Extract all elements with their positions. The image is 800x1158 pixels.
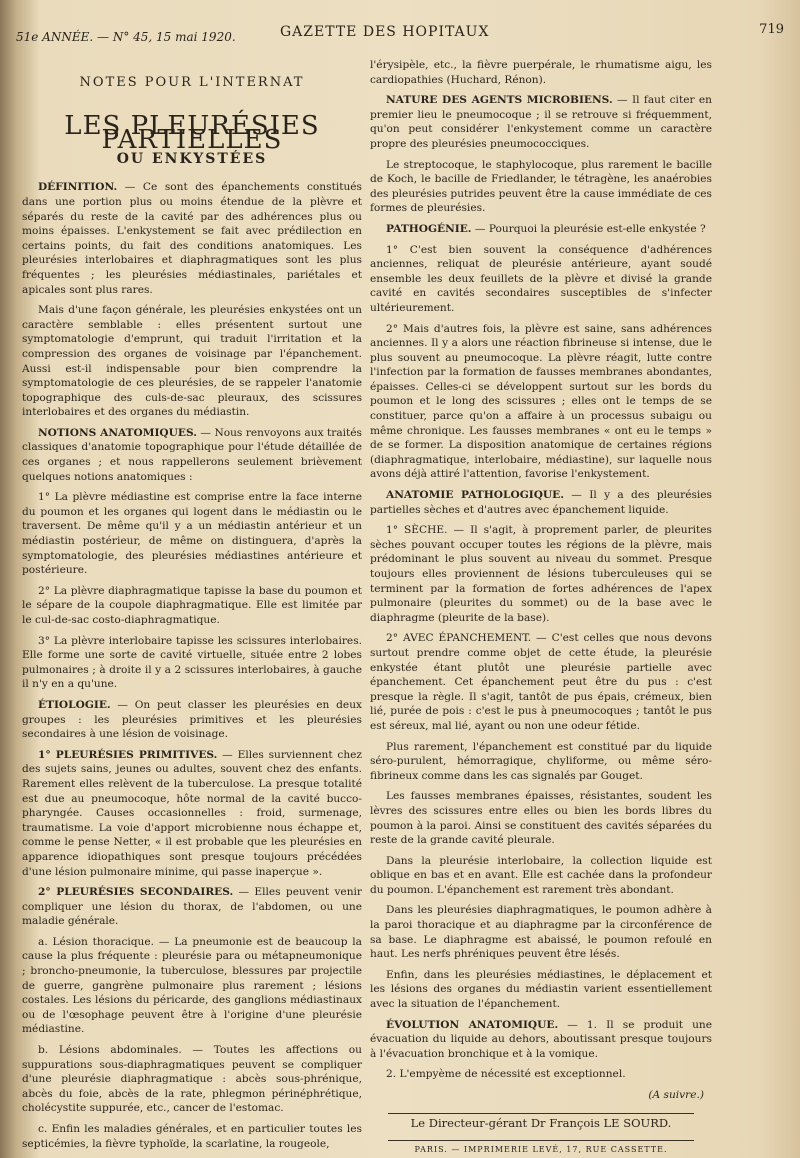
section-head: PATHOGÉNIE. [386,222,472,235]
article-subtitle: OU ENKYSTÉES [116,150,268,167]
paragraph-text: — 1. Il se produit une évacuation du liquide au dehors, aboutissant presque toujours à l'évacuation bronchique et à la vomique. [370,1018,713,1060]
paragraph: Dans la pleurésie interlobaire, la collection liquide est oblique en bas et en avant. Elle est cachée dans la profondeur du poumon. L'épanchement est rarement très abondant. [370,854,712,896]
left-column [22,70,362,1157]
section-head: ÉTIOLOGIE. [38,698,111,711]
paragraph [22,885,362,929]
paragraph: b. Lésions abdominales. — Toutes les affections ou suppurations sous-diaphragmatiques peuvent se compliquer d'une pleurésie diaphragmatique : abcès sous-phrénique, abcès du foie, abcès de la rate, phlegmon périnéphrétique, cholécystite suppurée, etc., cancer de l'estomac. [22,1044,362,1115]
paragraph: Le streptocoque, le staphylocoque, plus rarement le bacille de Koch, le bacille de Friedlander, le tétragène, les anaérobies des pleurésies putrides peuvent être la cause immédiate de ces formes de pleurésies. [370,158,712,215]
page-header [12,22,786,44]
paragraph: 1° SÈCHE. — Il s'agit, à proprement parler, de pleurites sèches pouvant occuper toutes les régions de la plèvre, mais prédominant le plus souvent au niveau du sommet. Presque toujours elles proviennent de lésions tuberculeuses qui se terminent par la formation de fortes adhérences de l'apex pulmonaire (pleurites du sommet) ou de la base avec le diaphragme (pleurite de la base). [370,524,712,624]
section-head: NATURE DES AGENTS MICROBIENS. [386,94,613,107]
issue-line: 51e ANNÉE. — N° 45, 15 mai 1920. [16,30,236,44]
paragraph: Dans les pleurésies diaphragmatiques, le poumon adhère à la paroi thoracique et au diaphragme par la circonférence de sa base. Le diaphragme est abaissé, le poumon refoulé en haut. Les nerfs phréniques peuvent être lésés. [370,904,712,961]
paragraph: 1° C'est bien souvent la conséquence d'adhérences anciennes, reliquat de pleurésie antérieure, ayant soudé ensemble les deux feuillets de la plèvre et divisé la grande cavité en cavités secondaires susceptibles de s'infecter ultérieurement. [370,243,712,314]
paragraph-text: — Pourquoi la pleurésie est-elle enkystée ? [471,222,706,235]
paragraph [370,222,712,237]
paragraph-text: — Elles peuvent venir compliquer une lésion du thorax, de l'abdomen, ou une maladie générale. [22,886,362,928]
section-head: 2° PLEURÉSIES SECONDAIRES. [38,886,234,899]
page-number: 719 [759,22,784,37]
paragraph: Mais d'une façon générale, les pleurésies enkystées ont un caractère semblable : elles présentent surtout une symptomatologie d'emprunt, qui traduit l'irritation et la compression des organes de voisinage par l'épanchement. Aussi est-il indispensable pour bien comprendre la symptomatologie de ces pleurésies, de se rappeler l'anatomie topographique des culs-de-sac pleuraux, des scissures interlobaires et des organes du médiastin. [22,304,362,419]
divider [388,1113,694,1114]
paragraph-text: — Nous renvoyons aux traités classiques d'anatomie topographique pour l'étude détaillée de ces organes ; et nous rappellerons seulement brièvement quelques notions anatomiques : [22,426,362,483]
paragraph [22,698,362,742]
paragraph: a. Lésion thoracique. — La pneumonie est de beaucoup la cause la plus fréquente : pleurésie para ou métapneumonique ; broncho-pneumonie, la tuberculose, blessures par projectile de guerre, gangrène pulmonaire plus rarement ; lésions costales. Les lésions du péricarde, des ganglions médiastinaux ou de l'œsophage peuvent être à l'origine d'une pleurésie médiastine. [22,935,362,1036]
paragraph: 2° La plèvre diaphragmatique tapisse la base du poumon et le sépare de la coupole diaphragmatique. Elle est limitée par le cul-de-sac costo-diaphragmatique. [22,584,362,626]
paragraph-text: — Il faut citer en premier lieu le pneumocoque ; il se retrouve si fréquemment, qu'on peut considérer l'enkystement comme un caractère propre des pleurésies pneumococciques. [370,94,713,150]
paragraph: 2° AVEC ÉPANCHEMENT. — C'est celles que nous devons surtout prendre comme objet de cette étude, la pleurésie enkystée étant plutôt une pleurésie partielle avec épanchement. Cet épanchement peut être du pus : c'est presque la règle. Il s'agit, tantôt de pus épais, crémeux, bien lié, purée de pois : c'est le pus à pneumocoques ; tantôt le pus est séreux, mal lié, ayant ou non une odeur fétide. [370,632,712,732]
paragraph: Enfin, dans les pleurésies médiastines, le déplacement et les lésions des organes du médiastin varient essentiellement avec la situation de l'épanchement. [370,968,712,1011]
section-head: DÉFINITION. [38,181,118,194]
right-column [370,58,712,1158]
paragraph [370,488,712,517]
paragraph-text: — On peut classer les pleurésies en deux groupes : les pleurésies primitives et les pleurésies secondaires à une lésion de voisinage. [22,698,362,741]
article-title: LES PLEURÉSIES PARTIELLES [64,110,320,156]
paragraph: 1° La plèvre médiastine est comprise entre la face interne du poumon et les organes qui logent dans le médiastin ou le traversent. De même qu'il y a un médiastin antérieur et un médiastin postérieur, de même on distinguera, d'après la symptomatologie, des pleurésies médiastines antérieure et postérieure. [22,491,362,577]
paragraph: 2° Mais d'autres fois, la plèvre est saine, sans adhérences anciennes. Il y a alors une réaction fibrineuse si intense, due le plus souvent au pneumocoque. La plèvre réagit, lutte contre l'infection par la formation de fausses membranes abondantes, épaisses. Celles-ci se développent surtout sur les bords du poumon et le long des scissures ; elles ont le temps de se constituer, parce qu'on a affaire à un processus subaigu ou même chronique. Les fausses membranes « ont eu le temps » de se former. La disposition anatomique de certaines régions (diaphragmatique, interlobaire, médiastine), sur laquelle nous avons déjà attiré l'attention, favorise l'enkystement. [370,322,712,481]
paragraph [370,93,712,151]
paragraph: Plus rarement, l'épanchement est constitué par du liquide séro-purulent, hémorragique, chyliforme, ou même séro-fibrineux comme dans les cas signalés par Gouget. [370,740,712,782]
paragraph: 2. L'empyème de nécessité est exceptionnel. [386,1068,626,1081]
paragraph: 3° La plèvre interlobaire tapisse les scissures interlobaires. Elle forme une sorte de cavité virtuelle, située entre 2 lobes pulmonaires ; à droite il y a 2 scissures interlobaires, à gauche il n'y en a qu'une. [22,634,362,691]
paragraph [22,180,362,297]
section-head: ÉVOLUTION ANATOMIQUE. [386,1018,559,1031]
paragraph-text: — Il y a des pleurésies partielles sèches et d'autres avec épanchement liquide. [370,489,712,516]
paragraph [370,1018,712,1062]
printer-line: PARIS. — IMPRIMERIE LEVÉ, 17, RUE CASSETTE. [414,1145,668,1155]
section-head: ANATOMIE PATHOLOGIQUE. [386,489,564,502]
section-head: 1° PLEURÉSIES PRIMITIVES. [38,748,218,761]
paragraph-text: — Elles surviennent chez des sujets sains, jeunes ou adultes, souvent chez des enfants. Rarement elles relèvent de la tuberculose. La presque totalité est due au pneumocoque, hôte normal de la cavité bucco-pharyngée. Causes occasionnelles : froid, surmenage, traumatisme. La voie d'apport microbienne nous échappe et, comme le pense Netter, « il est probable que les pleurésies en apparence idiopathiques sont presque toujours précédées d'une lésion pulmonaire minime, qui passe inaperçue ». [22,748,362,878]
director-signature: Le Directeur-gérant Dr François LE SOURD. [410,1115,672,1130]
to-be-continued: (A suivre.) [648,1089,704,1101]
paragraph [22,426,362,484]
rubric: NOTES POUR L'INTERNAT [79,75,305,90]
paragraph-text: — Ce sont des épanchements constitués dans une portion plus ou moins étendue de la plèvre et séparés du reste de la cavité par des adhérences plus ou moins épaisses. L'enkystement se fait avec prédilection en certains points, du fait des conditions anatomiques. Les pleurésies interlobaires et diaphragmatiques sont les plus fréquentes ; les pleurésies médiastinales, pariétales et apicales sont plus rares. [22,181,362,296]
divider [388,1140,694,1141]
paragraph: Les fausses membranes épaisses, résistantes, soudent les lèvres des scissures entre elles ou bien les bords libres du poumon à la paroi. Ainsi se constituent des cavités séparées du reste de la grande cavité pleurale. [370,790,712,847]
paragraph [22,748,362,879]
paragraph: l'érysipèle, etc., la fièvre puerpérale, le rhumatisme aigu, les cardiopathies (Huchard, Rénon). [370,59,712,86]
journal-title: GAZETTE DES HOPITAUX [280,24,490,40]
section-head: NOTIONS ANATOMIQUES. [38,426,197,439]
paragraph: c. Enfin les maladies générales, et en particulier toutes les septicémies, la fièvre typhoïde, la scarlatine, la rougeole, [22,1123,362,1150]
